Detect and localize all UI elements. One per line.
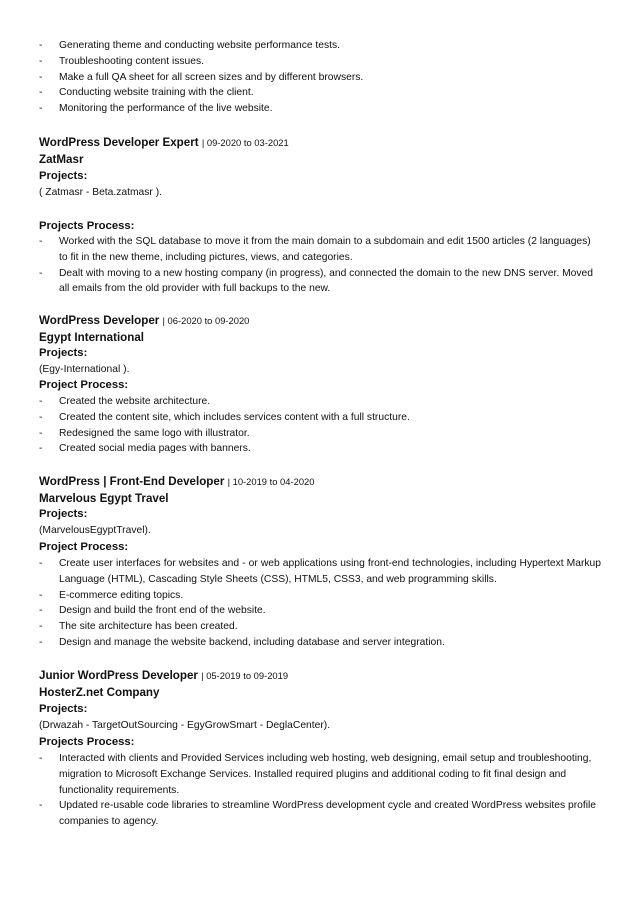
process-bullet-list	[39, 394, 601, 457]
list-item: - Created the content site, which includes services content with a full structure.	[39, 411, 410, 423]
process-bullet-list	[39, 556, 601, 651]
job-dates: | 06-2020 to 09-2020	[162, 315, 250, 326]
list-item: - The site architecture has been created.	[39, 621, 238, 633]
process-label: Projects Process:	[39, 220, 135, 232]
list-item: - Conducting website training with the client.	[39, 87, 254, 99]
list-item: - Monitoring the performance of the live website.	[39, 103, 273, 115]
process-bullet-list	[39, 751, 601, 830]
job-title: WordPress Developer | 06-2020 to 09-2020	[39, 314, 250, 327]
process-label: Project Process:	[39, 541, 129, 553]
list-item: - Make a full QA sheet for all screen sizes and by different browsers.	[39, 71, 364, 83]
job-title: Junior WordPress Developer | 05-2019 to 09-2019	[39, 669, 289, 682]
projects-list: ( Zatmasr - Beta.zatmasr ).	[39, 187, 163, 198]
list-item: - Created the website architecture.	[39, 396, 211, 407]
list-item: - Worked with the SQL database to move it from the main domain to a subdomain and edit 1500 articles (2 languages) to fit in the new theme, including pictures, views, and categories.	[39, 236, 591, 263]
projects-label: Projects:	[39, 508, 88, 520]
list-item: - Create user interfaces for websites and - or web applications using front-end technologies, including Hypertext Markup Language (HTML), Cascading Style Sheets (CSS), HTML5, CSS3, and web programming skills.	[39, 558, 601, 585]
projects-label: Projects:	[39, 170, 88, 182]
job-dates: | 09-2020 to 03-2021	[201, 137, 289, 148]
list-item: - Redesigned the same logo with illustrator.	[39, 427, 250, 439]
list-item: - Design and build the front end of the website.	[39, 605, 266, 617]
intro-bullet-list	[39, 38, 601, 117]
company-name: Marvelous Egypt Travel	[39, 492, 169, 505]
list-item: - E-commerce editing topics.	[39, 589, 184, 601]
projects-label: Projects:	[39, 347, 88, 359]
list-item: - Updated re-usable code libraries to streamline WordPress development cycle and created WordPress websites profile companies to agency.	[39, 800, 597, 828]
job-title: WordPress Developer Expert | 09-2020 to 03-2021	[39, 136, 289, 149]
job-dates: | 05-2019 to 09-2019	[201, 670, 289, 681]
projects-label: Projects:	[39, 703, 88, 715]
job-title: WordPress | Front-End Developer | 10-2019 to 04-2020	[39, 475, 315, 488]
list-item: - Generating theme and conducting website performance tests.	[39, 40, 341, 51]
projects-list: (Egy-International ).	[39, 364, 130, 375]
company-name: Egypt International	[39, 331, 144, 344]
company-name: ZatMasr	[39, 153, 84, 166]
list-item: - Dealt with moving to a new hosting company (in progress), and connected the domain to the new DNS server. Moved all emails from the old provider with full backups to the new.	[39, 267, 594, 295]
process-bullet-list	[39, 234, 601, 297]
list-item: - Created social media pages with banners.	[39, 443, 251, 455]
projects-list: (Drwazah - TargetOutSourcing - EgyGrowSmart - DeglaCenter).	[39, 720, 331, 731]
process-label: Projects Process:	[39, 736, 135, 748]
projects-list: (MarvelousEgyptTravel).	[39, 525, 151, 536]
list-item: - Design and manage the website backend, including database and server integration.	[39, 636, 445, 648]
list-item: - Interacted with clients and Provided Services including web hosting, web designing, email setup and troubleshooting, migration to Microsoft Exchange Services. Installed required plugins and additional coding to fit final design and functionality requirements.	[39, 753, 592, 796]
job-dates: | 10-2019 to 04-2020	[227, 476, 315, 487]
company-name: HosterZ.net Company	[39, 686, 160, 699]
process-label: Project Process:	[39, 379, 129, 391]
list-item: - Troubleshooting content issues.	[39, 55, 205, 67]
